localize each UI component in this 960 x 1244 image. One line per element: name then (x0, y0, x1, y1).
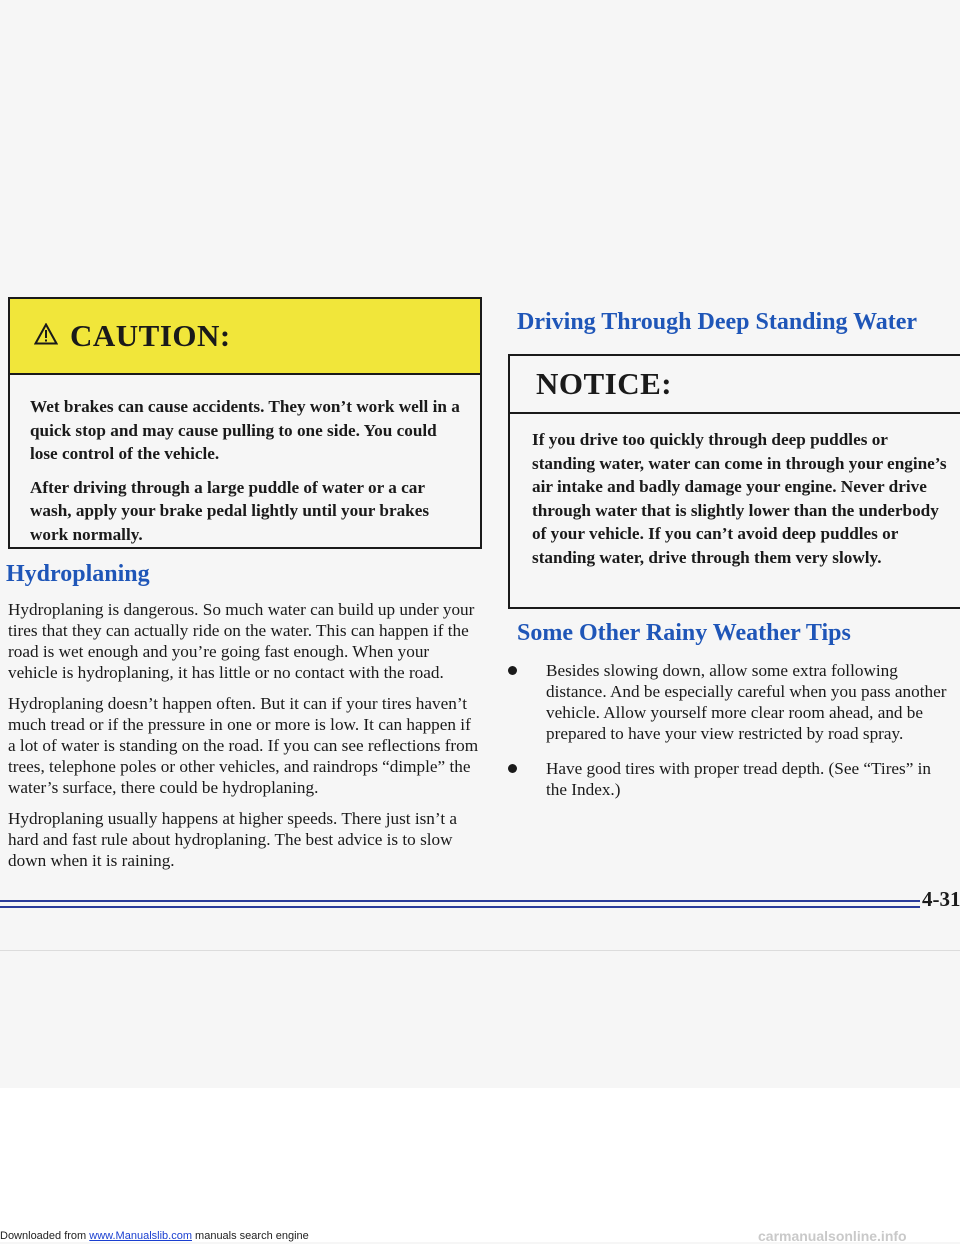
download-suffix: manuals search engine (191, 1230, 309, 1242)
manualslib-link[interactable]: www.Manualslib.com (89, 1230, 192, 1242)
rainy-tips-heading: Some Other Rainy Weather Tips (517, 620, 851, 646)
footer-rule (0, 906, 920, 908)
page-number: 4-31 (922, 887, 960, 911)
rainy-tips-list (508, 660, 956, 814)
warning-triangle-icon (34, 323, 58, 350)
hydroplaning-heading: Hydroplaning (6, 561, 150, 587)
caution-box (8, 297, 482, 549)
notice-body (532, 428, 952, 579)
notice-title: NOTICE: (536, 366, 673, 401)
tip-text: Have good tires with proper tread depth. (See “Tires” in the Index.) (546, 759, 932, 799)
caution-paragraph: Wet brakes can cause accidents. They won’t work well in a quick stop and may cause pulling to one side. You could lose control of the vehicle. (30, 397, 460, 463)
list-item (508, 660, 956, 744)
download-footer (0, 1230, 309, 1242)
footer-rule (0, 900, 920, 902)
download-prefix: Downloaded from (0, 1230, 90, 1242)
bullet-dot-icon (508, 666, 517, 675)
bottom-band (0, 1088, 960, 1242)
bullet-dot-icon (508, 764, 517, 773)
hydroplaning-body (8, 599, 480, 881)
hydroplaning-paragraph: Hydroplaning usually happens at higher speeds. There just isn’t a hard and fast rule about hydroplaning. The best advice is to slow down when it is raining. (8, 809, 458, 870)
tip-text: Besides slowing down, allow some extra following distance. And be especially careful when you pass another vehicle. Allow yourself more clear room ahead, and be prepared to have your view restricted by road spray. (546, 661, 947, 743)
deep-water-heading: Driving Through Deep Standing Water (517, 309, 918, 335)
notice-paragraph: If you drive too quickly through deep puddles or standing water, water can come in through your engine’s air intake and badly damage your engine. Never drive through water that is slightly lower than the underbody of your vehicle. If you can’t avoid deep puddles or standing water, drive through them very slowly. (532, 430, 947, 567)
caution-body (30, 395, 466, 556)
caution-header (10, 299, 480, 375)
caution-title: CAUTION: (70, 318, 231, 353)
hydroplaning-paragraph: Hydroplaning doesn’t happen often. But it can if your tires haven’t much tread or if the pressure in one or more is low. It can happen if a lot of water is standing on the road. If you can see reflections from trees, telephone poles or other vehicles, and raindrops “dimple” the water’s surface, there could be hydroplaning. (8, 694, 479, 797)
watermark: carmanualsonline.info (758, 1228, 907, 1244)
divider (0, 950, 960, 951)
caution-paragraph: After driving through a large puddle of water or a car wash, apply your brake pedal lightly until your brakes work normally. (30, 477, 430, 544)
notice-header (510, 356, 960, 414)
notice-box (508, 354, 960, 609)
list-item (508, 758, 956, 800)
hydroplaning-paragraph: Hydroplaning is dangerous. So much water can build up under your tires that they can actually ride on the water. This can happen if the road is wet enough and you’re going fast enough. When your vehicle is hydroplaning, it has little or no contact with the road. (8, 600, 475, 682)
